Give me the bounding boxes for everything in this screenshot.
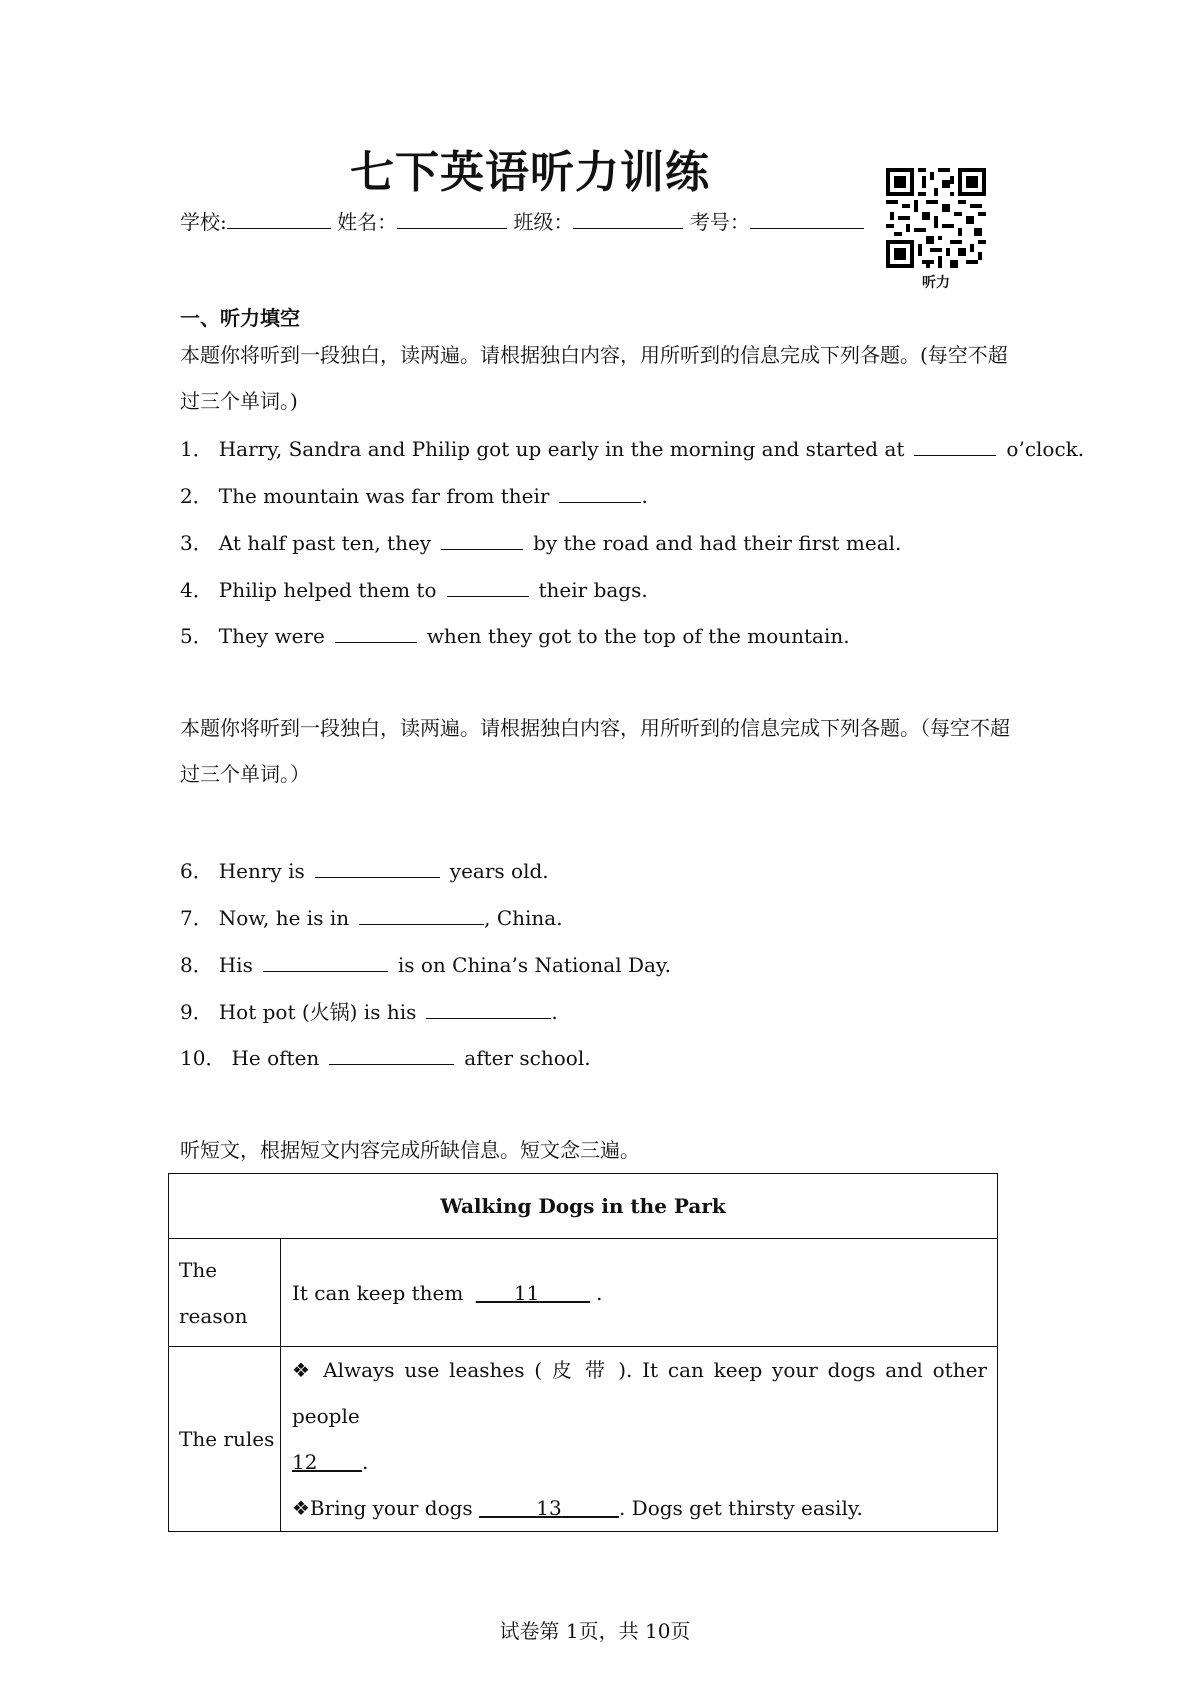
question-10 [180, 1044, 591, 1072]
answer-blank[interactable] [263, 953, 388, 972]
table-row-rules [169, 1347, 998, 1532]
question-5 [180, 622, 850, 650]
answer-blank[interactable] [426, 1000, 551, 1019]
question-text-after: . [551, 1000, 558, 1024]
question-number: 6． [180, 859, 213, 883]
question-number: 8． [180, 953, 213, 977]
row-label-rules: The rules [169, 1347, 281, 1532]
question-text-after: after school. [464, 1046, 591, 1070]
qr-label: 听力 [922, 275, 950, 291]
question-text-after: when they got to the top of the mountain. [426, 624, 850, 648]
student-info-line [180, 208, 864, 236]
rule-2-after: . Dogs get thirsty easily. [618, 1496, 863, 1520]
reason-cell: It can keep them 11 . [281, 1239, 998, 1347]
reason-text: It can keep them [292, 1280, 464, 1305]
blank-number: 11 [513, 1280, 540, 1305]
question-text-after: , China. [484, 906, 563, 930]
question-9 [180, 998, 558, 1026]
page-footer: 试卷第 1页，共 10页 [499, 1619, 691, 1643]
answer-blank[interactable] [447, 578, 529, 597]
question-number: 4． [180, 578, 213, 602]
question-text: At half past ten, they [218, 531, 432, 555]
question-number: 3． [180, 531, 213, 555]
name-label: 姓名： [337, 210, 398, 234]
instruction-3: 听短文，根据短文内容完成所缺信息。短文念三遍。 [180, 1138, 640, 1162]
question-text-after: . [641, 484, 648, 508]
answer-blank[interactable] [559, 484, 641, 503]
question-text: Henry is [218, 859, 305, 883]
question-text: Hot pot (火锅) is his [218, 1000, 417, 1024]
row-label-line: reason [179, 1303, 248, 1328]
question-number: 9． [180, 1000, 213, 1024]
table-title: Walking Dogs in the Park [169, 1174, 998, 1239]
question-text: Philip helped them to [218, 578, 437, 602]
question-2 [180, 482, 648, 510]
qr-code-icon[interactable] [886, 168, 986, 268]
info-table [168, 1173, 998, 1532]
answer-blank[interactable] [441, 531, 523, 550]
answer-blank[interactable] [335, 624, 417, 643]
question-8 [180, 951, 671, 979]
row-label-line: The [179, 1257, 218, 1282]
question-text: He often [231, 1046, 320, 1070]
question-text-after: their bags. [538, 578, 648, 602]
question-number: 2． [180, 484, 213, 508]
exam-number-blank [750, 208, 864, 229]
question-text: Harry, Sandra and Philip got up early in the morning and started at [218, 437, 905, 461]
question-7 [180, 904, 563, 932]
class-label: 班级： [513, 210, 574, 234]
class-blank [573, 208, 683, 229]
name-blank [397, 208, 507, 229]
school-label: 学校: [180, 210, 227, 234]
question-text: Now, he is in [218, 906, 350, 930]
question-text: The mountain was far from their [218, 484, 550, 508]
blank-11[interactable] [470, 1281, 596, 1305]
rules-cell [281, 1347, 998, 1532]
section-heading: 一、听力填空 [180, 306, 300, 330]
blank-number: 12 [292, 1450, 318, 1474]
blank-12[interactable] [292, 1450, 362, 1474]
question-number: 5． [180, 624, 213, 648]
question-text-after: o’clock. [1006, 437, 1085, 461]
answer-blank[interactable] [329, 1046, 454, 1065]
blank-13[interactable] [479, 1496, 619, 1520]
question-text: They were [218, 624, 325, 648]
question-6 [180, 857, 549, 885]
answer-blank[interactable] [359, 906, 484, 925]
question-text: His [218, 953, 253, 977]
rule-1-continuation: 12 . [292, 1450, 369, 1474]
instruction-2: 本题你将听到一段独白，读两遍。请根据独白内容，用所听到的信息完成下列各题。（每空不超过三个单词。） [180, 716, 1010, 786]
rule-2 [292, 1485, 987, 1531]
question-number: 7． [180, 906, 213, 930]
exam-number-label: 考号： [689, 210, 750, 234]
question-4 [180, 576, 648, 604]
question-text-after: years old. [449, 859, 549, 883]
question-text-after: by the road and had their first meal. [533, 531, 902, 555]
row-label-reason [169, 1239, 281, 1347]
answer-blank[interactable] [914, 437, 996, 456]
question-text-after: is on China’s National Day. [397, 953, 671, 977]
school-blank [227, 208, 331, 229]
blank-number: 13 [536, 1496, 562, 1520]
rule-1-text: ❖ Always use leashes ( 皮 带 ). It can keep your dogs and other people [292, 1358, 987, 1428]
question-1 [180, 435, 1084, 463]
question-number: 1． [180, 437, 213, 461]
question-number: 10． [180, 1046, 226, 1070]
page-title: 七下英语听力训练 [350, 147, 710, 198]
table-row-reason [169, 1239, 998, 1347]
answer-blank[interactable] [315, 859, 440, 878]
instruction-1: 本题你将听到一段独白，读两遍。请根据独白内容，用所听到的信息完成下列各题。(每空不超过三个单词。) [180, 343, 1008, 413]
question-3 [180, 529, 901, 557]
rule-2-text: ❖Bring your dogs [292, 1496, 473, 1520]
